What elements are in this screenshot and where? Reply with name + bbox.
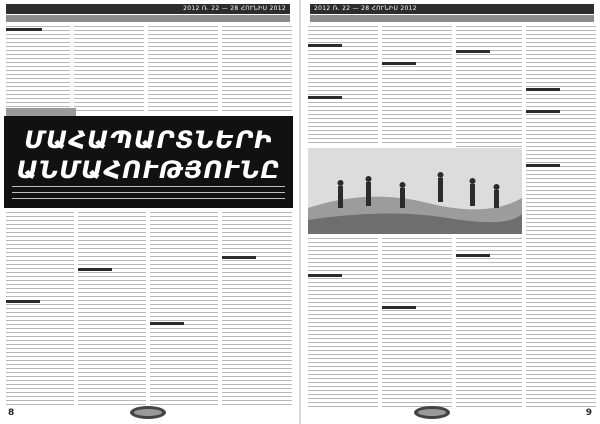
right-subhead [308, 44, 342, 47]
right-page-header-bar [310, 4, 594, 14]
right-page-date: 2012 Ռ. 22 — 28 ՀՈՒՆԻՍ 2012 [314, 5, 417, 12]
left-top-column-1 [6, 26, 70, 114]
article-title-block [4, 116, 293, 208]
page-gutter [299, 0, 301, 424]
left-page-section-strip [6, 15, 290, 22]
right-top-column-2 [382, 26, 452, 144]
right-page-number: 9 [585, 408, 592, 418]
left-subhead [6, 300, 40, 303]
right-subhead [526, 164, 560, 167]
right-subhead [308, 96, 342, 99]
newspaper-logo [130, 406, 166, 419]
right-subhead [382, 306, 416, 309]
right-bottom-column-1 [308, 238, 378, 408]
left-bottom-column-4 [222, 212, 292, 408]
right-page-section-strip [310, 15, 594, 22]
left-page-header-bar [6, 4, 290, 14]
article-title-line-1: ՄԱՀԱՊԱՐՏՆԵՐԻ [24, 126, 273, 154]
right-subhead [526, 110, 560, 113]
right-subhead [526, 88, 560, 91]
left-top-column-2 [74, 26, 144, 114]
right-page [304, 0, 600, 424]
right-bottom-column-3 [456, 238, 522, 408]
right-subhead [308, 274, 342, 277]
left-subhead [150, 322, 184, 325]
left-bottom-column-2 [78, 212, 146, 408]
right-column-4 [526, 26, 596, 408]
right-subhead [382, 62, 416, 65]
left-subhead [222, 256, 256, 259]
title-divider [12, 186, 285, 187]
right-landscape-photo [308, 148, 522, 234]
title-divider [12, 198, 285, 199]
left-page [0, 0, 296, 424]
right-bottom-column-2 [382, 238, 452, 408]
left-top-column-4 [222, 26, 292, 114]
left-bottom-column-1 [6, 212, 74, 408]
right-subhead [456, 50, 490, 53]
title-divider [12, 192, 285, 193]
left-top-column-3 [148, 26, 218, 114]
left-subhead [6, 28, 42, 31]
left-page-date: 2012 Ռ. 22 — 28 ՀՈՒՆԻՍ 2012 [183, 5, 286, 12]
left-bottom-column-3 [150, 212, 218, 408]
article-title-line-2: ԱՆՄԱՀՈՒԹՅՈՒՆԸ [16, 156, 281, 184]
newspaper-logo [414, 406, 450, 419]
left-subhead [78, 268, 112, 271]
soldiers-illustration [308, 148, 522, 234]
right-subhead [456, 254, 490, 257]
left-page-number: 8 [8, 408, 15, 418]
